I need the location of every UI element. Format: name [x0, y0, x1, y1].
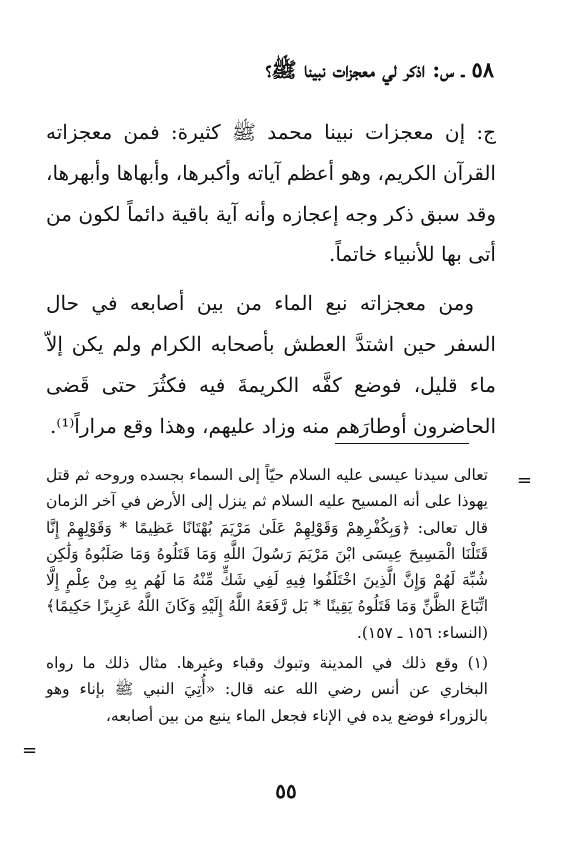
footnotes-section: [46, 462, 532, 733]
footnote-continued: [46, 462, 532, 646]
footnote-continued-text: تعالى سيدنا عيسى عليه السلام حيّاً إلى السماء بجسده وروحه ثم قتل يهوذا على أنه المسيح عليه السلام ثم ينزل إلى الأرض في آخر الزمان قال تعالى: ﴿وَبِكُفْرِهِمْ وَقَوْلِهِمْ عَلَىٰ مَرْيَمَ بُهْتَانًا عَظِيمًا * وَقَوْلِهِمْ إِنَّا قَتَلْنَا الْمَسِيحَ عِيسَى ابْنَ مَرْيَمَ رَسُولَ اللَّهِ وَمَا قَتَلُوهُ وَمَا صَلَبُوهُ وَلَٰكِن شُبِّهَ لَهُمْ وَإِنَّ الَّذِينَ اخْتَلَفُوا فِيهِ لَفِي شَكٍّ مِّنْهُ مَا لَهُم بِهِ مِنْ عِلْمٍ إِلَّا اتِّبَاعَ الظَّنِّ وَمَا قَتَلُوهُ يَقِينًا * بَل رَّفَعَهُ اللَّهُ إِلَيْهِ وَكَانَ اللَّهُ عَزِيزًا حَكِيمًا﴾ (النساء: ١٥٦ ـ ١٥٧).: [46, 466, 488, 642]
footnote-1-number: (١): [467, 654, 489, 673]
continues-marker: =: [22, 740, 38, 761]
footnote-1: [46, 650, 510, 729]
continued-from-marker: =: [516, 470, 532, 491]
answer-paragraph-2: ومن معجزاته نبع الماء من بين أصابعه في حال السفر حين اشتدَّ العطش بأصحابه الكرام ولم يكن إلاّ ماء قليل، فوضع كفَّه الكريمةَ فيه فكثُرَ حتى قَضى الحاضرون أوطارَهم منه وزاد عليهم، وهذا وقع مراراً⁽¹⁾.: [46, 291, 496, 438]
footnote-1-text: وقع ذلك في المدينة وتبوك وقباء وغيرها. مثال ذلك ما رواه البخاري عن أنس رضي الله عنه قال: «أُتِيَ النبي ﷺ بإناء وهو بالزوراء فوضع يده في الإناء فجعل الماء ينبع من بين أصابعه،: [46, 654, 488, 725]
page-number: ٥٥: [275, 779, 297, 803]
question-heading: ٥٨ ـ س: اذكر لي معجزات نبينا ﷺ؟: [265, 57, 494, 82]
answer-paragraph-1: ج: إن معجزات نبينا محمد ﷺ كثيرة: فمن معجزاته القرآن الكريم، وهو أعظم آياته وأكبرها، وأبهاها وأبهرها، وقد سبق ذكر وجه إعجازه وأنه آية باقية دائماً لكون من أتى بها للأنبياء خاتماً.: [46, 120, 496, 267]
answer-body: [46, 112, 496, 454]
footnote-separator: [335, 443, 469, 444]
